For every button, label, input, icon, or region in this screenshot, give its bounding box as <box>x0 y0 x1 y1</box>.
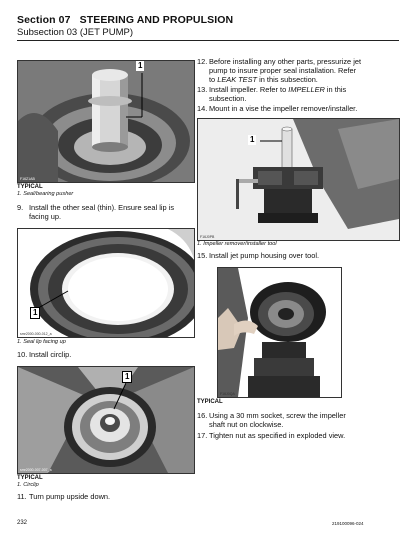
step-15: 15. Install jet pump housing over tool. <box>197 251 320 260</box>
header-rule <box>17 40 399 41</box>
ref-leak-test[interactable]: LEAK TEST <box>217 75 258 85</box>
doc-code: 219100096-024 <box>332 521 364 526</box>
section-title <box>17 14 233 26</box>
figure-callout: 1 <box>138 61 143 70</box>
step-17: 17. Tighten nut as specified in exploded view. <box>197 431 346 440</box>
step-13: 13. Install impeller. Refer to IMPELLER in this subsection. <box>197 85 347 104</box>
figure-callout: 1 <box>30 307 40 319</box>
step-9: 9. Install the other seal (thin). Ensure seal lip is facing up. <box>17 203 175 222</box>
caption-item: 1. Circlip <box>17 482 39 488</box>
caption-item: 1. Seal/bearing pusher <box>17 191 74 197</box>
step-10: 10. Install circlip. <box>17 350 72 359</box>
caption-typical: TYPICAL <box>17 475 43 481</box>
figure-callout: 1 <box>122 371 132 383</box>
figure-callout: 1 <box>250 135 255 144</box>
ref-impeller[interactable]: IMPELLER <box>288 85 325 94</box>
section-name: STEERING AND PROPULSION <box>79 14 234 26</box>
section-number: 07 <box>58 14 71 26</box>
figure-code: F16J0PB <box>200 235 215 239</box>
figure-circlip <box>17 366 195 474</box>
step-16: 16. Using a 30 mm socket, screw the impeller shaft nut on clockwise. <box>197 411 346 430</box>
step-12: 12. Before installing any other parts, pressurize jet pump to insure proper seal installation. Refer to LEAK TEST in this subsection. <box>197 57 361 85</box>
figure-code: F16Z1AB <box>20 177 35 181</box>
figure-code: smr2000-000-012_a <box>20 332 52 336</box>
subsection-title: Subsection 03 (JET PUMP) <box>17 27 133 38</box>
step-14: 14. Mount in a vise the impeller remover/installer. <box>197 104 358 113</box>
step-11: 11. Turn pump upside down. <box>17 492 111 501</box>
figure-jet-pump-housing <box>217 267 342 398</box>
figure-impeller-tool-vise <box>197 118 400 241</box>
caption-item: 1. Seal lip facing up <box>17 339 66 345</box>
caption-typical: TYPICAL <box>197 399 223 405</box>
figure-seal-bearing-pusher <box>17 60 195 183</box>
section-label: Section <box>17 14 56 26</box>
caption-typical: TYPICAL <box>17 184 43 190</box>
figure-code: F16J0QA <box>220 392 235 396</box>
figure-seal-lip <box>17 228 195 338</box>
page-number: 232 <box>17 520 28 526</box>
figure-code: smr2000-007-007_a <box>20 468 52 472</box>
caption-item: 1. Impeller remover/installer tool <box>197 241 277 247</box>
